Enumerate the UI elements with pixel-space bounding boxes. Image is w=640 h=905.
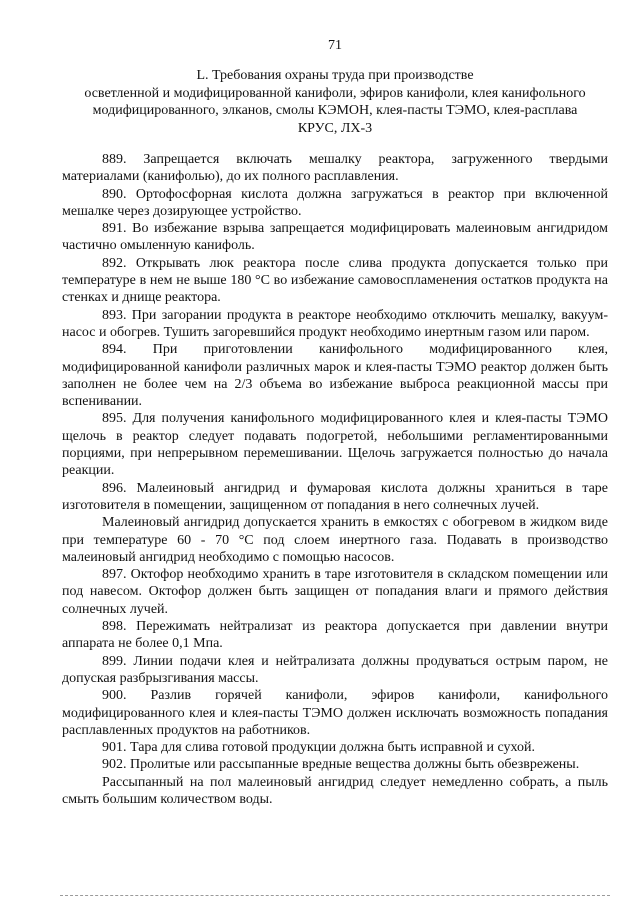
paragraph-894: 894. При приготовлении канифольного модифицированного клея, модифицированной канифоли различных марок и клея-пасты ТЭМО реактор должен быть заполнен не более чем на 2/3 объема во избежание выброса реакционной массы при вспенивании. xyxy=(62,342,608,410)
paragraph-895: 895. Для получения канифольного модифицированного клея и клея-пасты ТЭМО щелочь в реактор следует подавать подогретой, небольшими регламентированными порциями, при непрерывном перемешивании. Щелочь загружается полностью до начала реакции. xyxy=(62,411,608,479)
page-number: 71 xyxy=(328,38,342,53)
paragraph-891: 891. Во избежание взрыва запрещается модифицировать малеиновым ангидридом частично омыленную канифоль. xyxy=(62,221,608,254)
paragraph-899: 899. Линии подачи клея и нейтрализата должны продуваться острым паром, не допуская разбрызгивания массы. xyxy=(62,653,608,686)
paragraph-901: 901. Тара для слива готовой продукции должна быть исправной и сухой. xyxy=(102,740,535,756)
paragraph-897: 897. Октофор необходимо хранить в таре изготовителя в складском помещении или под навесом. Октофор должен быть защищен от попадания влаги и прямого действия солнечных лучей. xyxy=(62,567,608,617)
paragraph-893: 893. При загорании продукта в реакторе необходимо отключить мешалку, вакуум-насос и обогрев. Тушить загоревшийся продукт необходимо инертным газом или паром. xyxy=(62,307,608,340)
section-title-line: осветленной и модифицированной канифоли, эфиров канифоли, клея канифольного xyxy=(84,85,586,101)
paragraph-892: 892. Открывать люк реактора после слива продукта допускается только при температуре в нем не выше 180 °С во избежание самовоспламенения остатков продукта на стенках и днище реактора. xyxy=(62,255,608,306)
paragraph-889: 889. Запрещается включать мешалку реактора, загруженного твердыми материалами (канифолью), до их полного расплавления. xyxy=(62,152,608,185)
paragraph-902-continued: Рассыпанный на пол малеиновый ангидрид следует немедленно собрать, а пыль смыть большим количеством воды. xyxy=(62,774,608,807)
paragraph-896: 896. Малеиновый ангидрид и фумаровая кислота должны храниться в таре изготовителя в помещении, защищенном от попадания в него солнечных лучей. xyxy=(62,480,608,513)
paragraph-898: 898. Пережимать нейтрализат из реактора допускается при давлении внутри аппарата не более 0,1 Мпа. xyxy=(62,619,608,652)
paragraph-890: 890. Ортофосфорная кислота должна загружаться в реактор при включенной мешалке через дозирующее устройство. xyxy=(62,186,608,219)
section-title-line: КРУС, ЛХ-3 xyxy=(297,120,373,136)
paragraph-900: 900. Разлив горячей канифоли, эфиров канифоли, канифольного модифицированного клея и клея-пасты ТЭМО должен исключать возможность попадания расплавленных продуктов на работников. xyxy=(62,688,608,738)
paragraph-902: 902. Пролитые или рассыпанные вредные вещества должны быть обезврежены. xyxy=(102,757,580,773)
section-title xyxy=(62,67,608,137)
section-title-line: L. Требования охраны труда при производстве xyxy=(196,68,474,83)
paragraph-896-continued: Малеиновый ангидрид допускается хранить в емкостях с обогревом в жидком виде при температуре 60 - 70 °С под слоем инертного газа. Подавать в производство малеиновый ангидрид необходимо с помощью насосов. xyxy=(62,515,608,565)
page-bottom-rule xyxy=(60,895,610,896)
document-body xyxy=(62,151,608,808)
section-title-line: модифицированного, элканов, смолы КЭМОН, клея-пасты ТЭМО, клея-расплава xyxy=(92,103,578,118)
